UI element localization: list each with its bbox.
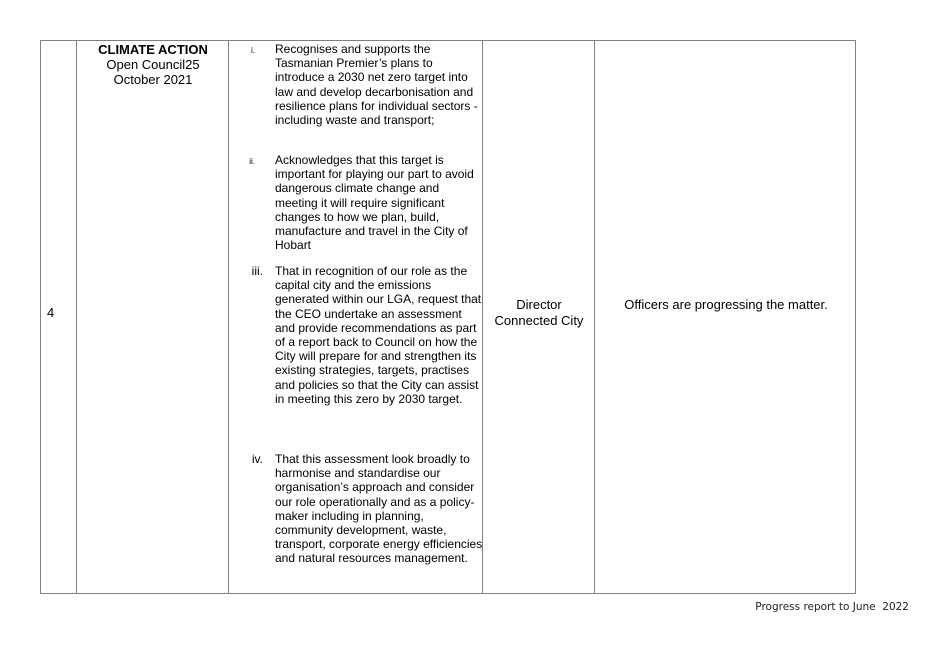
resolution-item bbox=[229, 452, 483, 566]
column-divider bbox=[76, 41, 77, 593]
page-footer: Progress report to June 2022 bbox=[755, 601, 909, 613]
item-heading bbox=[77, 42, 229, 87]
meeting-date: October 2021 bbox=[113, 72, 193, 87]
status-text: Officers are progressing the matter. bbox=[624, 297, 828, 312]
responsible-line: Connected City bbox=[494, 313, 584, 328]
item-title: CLIMATE ACTION bbox=[98, 42, 208, 57]
resolution-item bbox=[229, 264, 483, 406]
item-text: Acknowledges that this target is important for playing our part to avoid dangerous climate change and meeting it will require significant changes to how we plan, build, manufacture and travel in the City of Hobart bbox=[275, 153, 474, 253]
responsible-line: Director bbox=[516, 297, 562, 312]
item-text: That in recognition of our role as the capital city and the emissions generated within our LGA, request that the CEO undertake an assessment and provide recommendations as part of a report back to Council on how the City will prepare for and strengthen its existing strategies, targets, practises and policies so that the City can assist in meeting this zero by 2030 target. bbox=[275, 264, 482, 406]
resolution-item bbox=[229, 42, 483, 127]
item-marker: ii. bbox=[249, 157, 255, 166]
item-number: 4 bbox=[47, 305, 55, 320]
item-text: Recognises and supports the Tasmanian Premier’s plans to introduce a 2030 net zero target into law and develop decarbonisation and resilience plans for individual sectors - including waste and transport; bbox=[275, 42, 478, 128]
resolution-item bbox=[229, 153, 483, 252]
action-table bbox=[40, 40, 856, 594]
item-marker: iii. bbox=[251, 264, 263, 278]
item-text: That this assessment look broadly to harmonise and standardise our organisation’s approach and consider our role operationally and as a policy-maker including in planning, community development, waste, transport, corporate energy efficiencies and natural resources management. bbox=[275, 452, 483, 566]
meeting-label: Open Council25 bbox=[106, 57, 200, 72]
item-marker: iv. bbox=[251, 452, 263, 466]
responsible-officer bbox=[483, 297, 595, 329]
item-marker: i. bbox=[251, 46, 255, 55]
